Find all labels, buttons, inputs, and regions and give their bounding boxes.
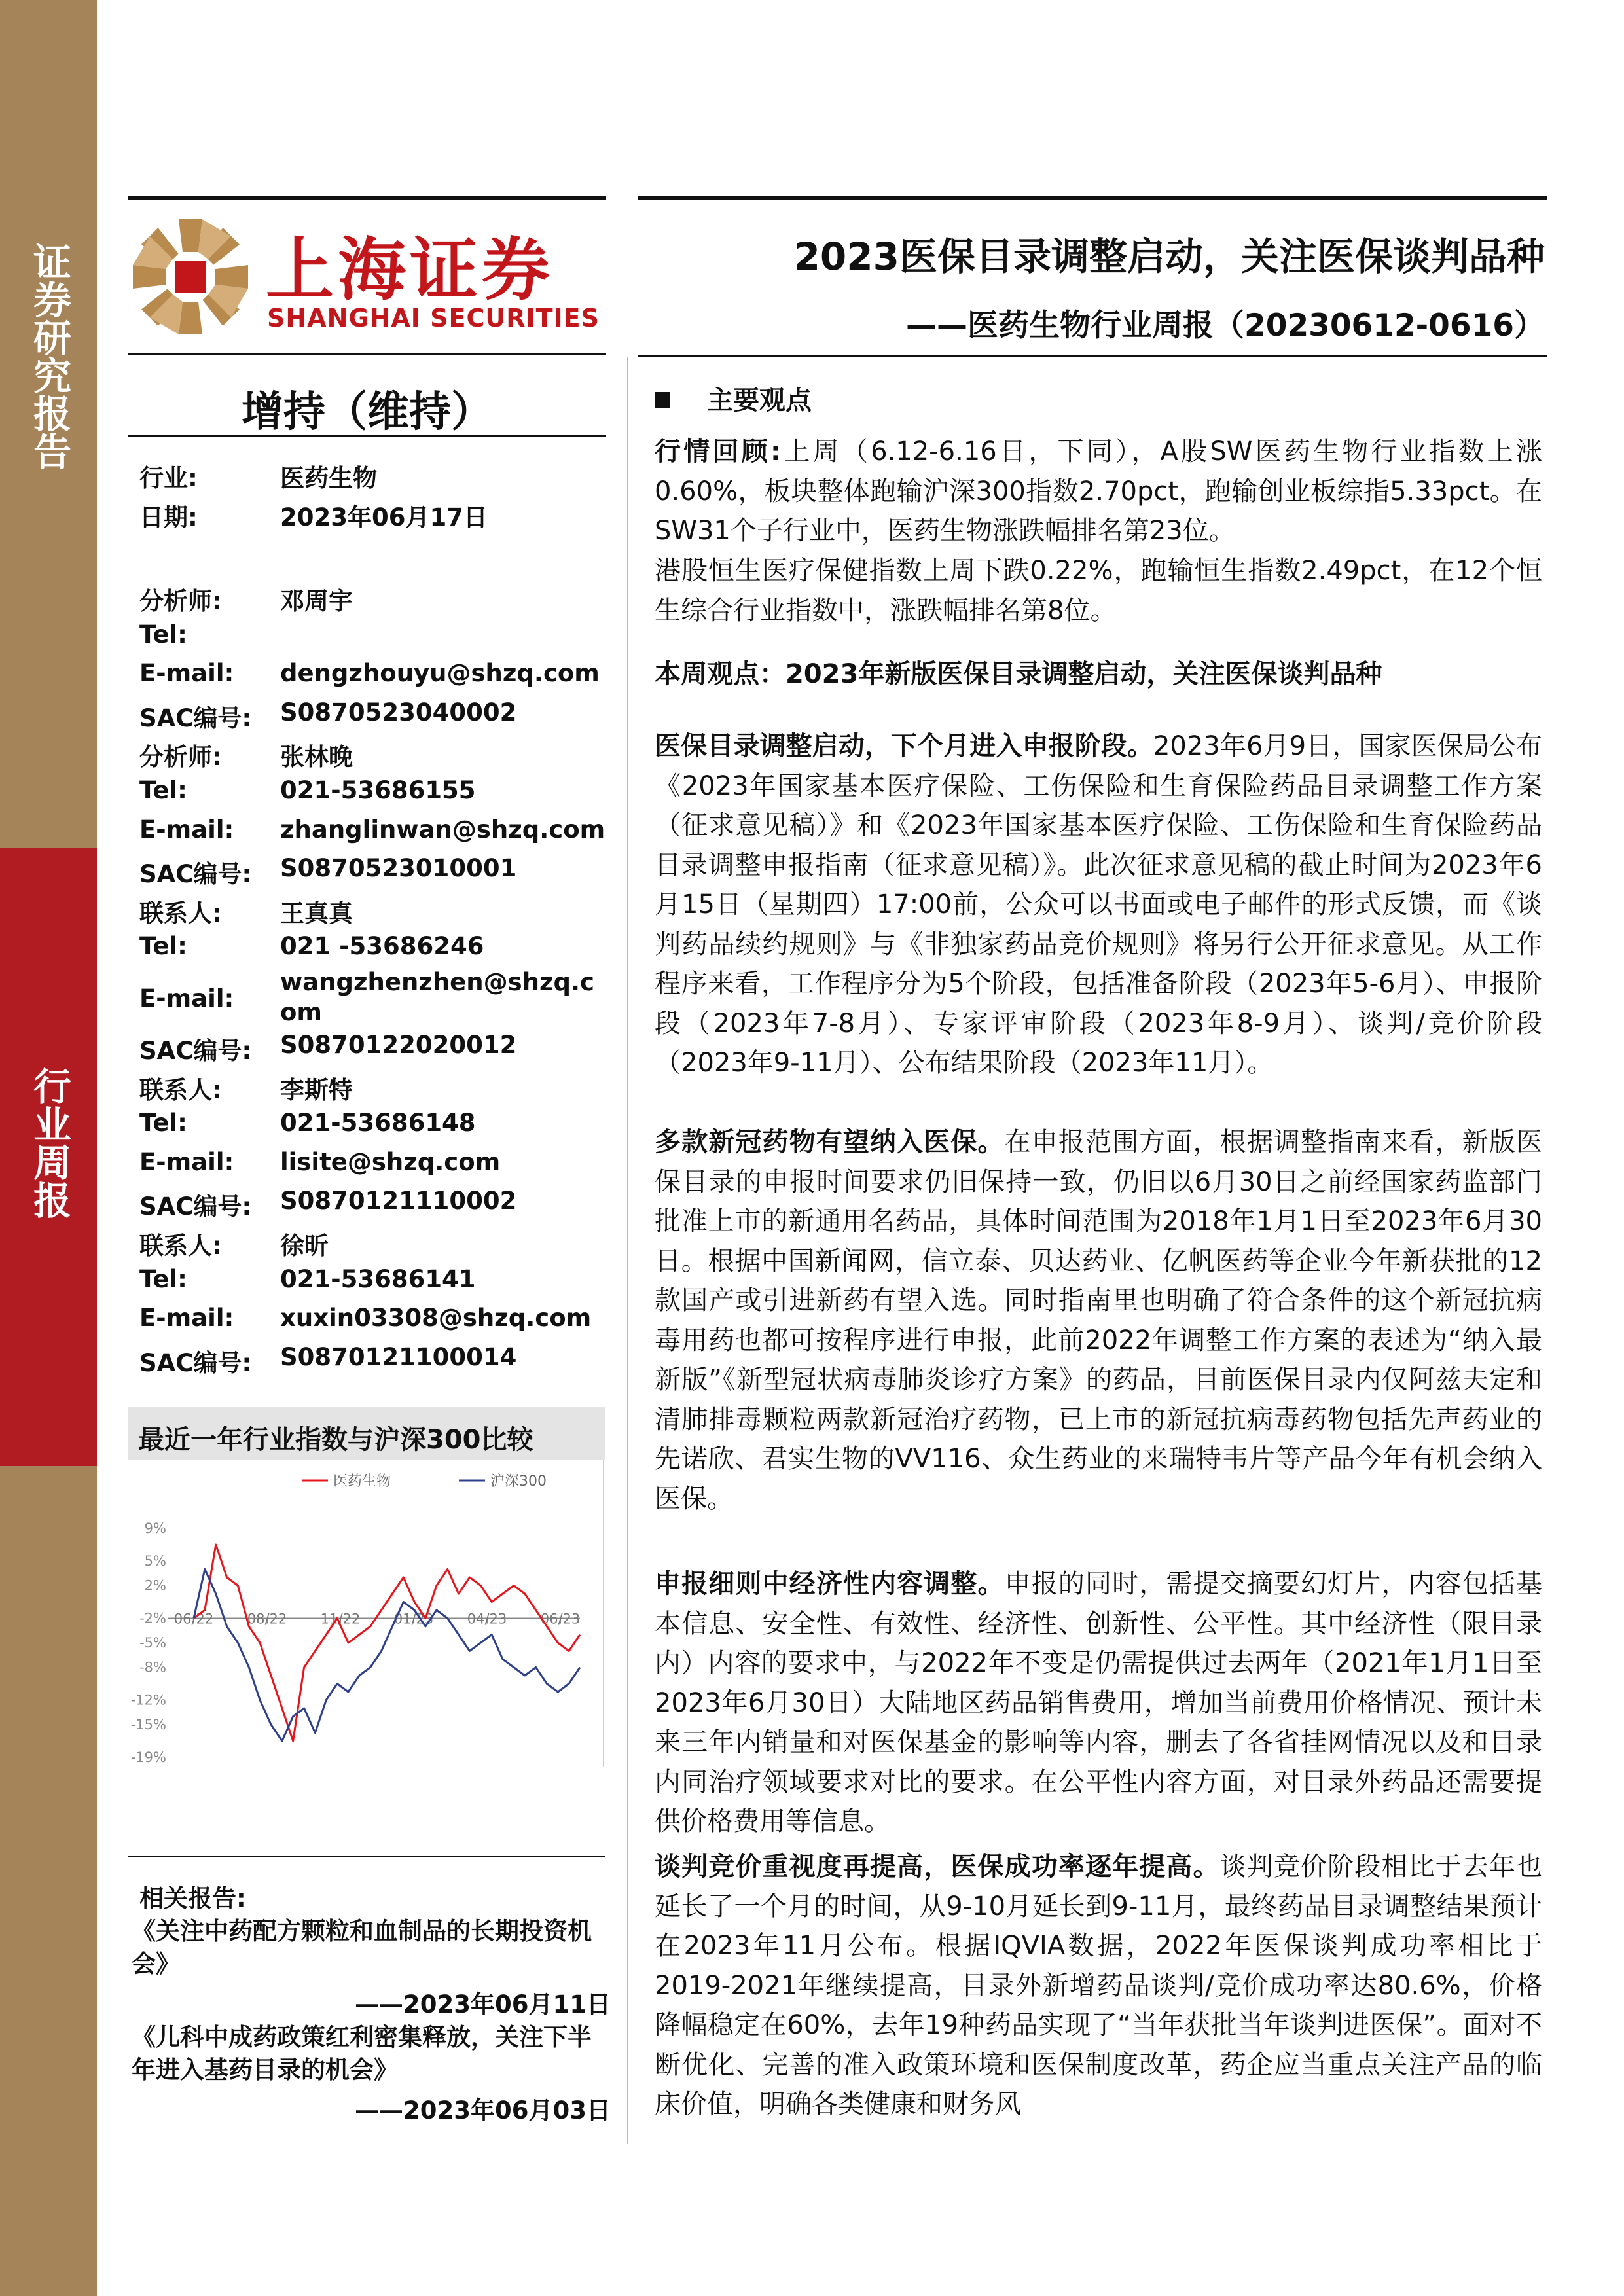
para-lead: 医保目录调整启动，下个月进入申报阶段。	[655, 731, 1153, 761]
para-catalog-adjustment	[655, 726, 1542, 1083]
contact-row	[139, 1260, 611, 1299]
contact-row	[139, 1143, 611, 1182]
meta-date-label: 日期:	[139, 503, 198, 531]
para-weekly-view	[655, 655, 1542, 694]
contact-row	[139, 732, 611, 771]
contact-label: SAC编号:	[139, 1193, 252, 1221]
contact-email[interactable]: dengzhouyu@shzq.com	[280, 659, 600, 688]
related-header: 相关报告:	[139, 1884, 246, 1912]
contact-row	[139, 1338, 611, 1377]
left-sidebar	[0, 0, 97, 2296]
para-lead: 行情回顾:	[655, 437, 782, 467]
contact-value: S0870122020012	[280, 1030, 517, 1059]
x-tick-label: 06/22	[173, 1611, 214, 1627]
rating: 增持（维持）	[242, 388, 493, 437]
contact-row	[139, 927, 611, 966]
contact-value: S0870523040002	[280, 698, 517, 726]
y-tick-label: -5%	[139, 1635, 166, 1651]
x-tick-label: 08/22	[247, 1611, 287, 1627]
para-text: 2023年6月9日，国家医保局公布《2023年国家基本医疗保险、工伤保险和生育保险药品目录调整工作方案（征求意见稿）》和《2023年国家基本医疗保险、工伤保险和生育保险药品目录调整申报指南（征求意见稿）》。此次征求意见稿的截止时间为2023年6月15日（星期四）17:00前，公众可以书面或电子邮件的形式反馈，而《谈判药品续约规则》与《非独家药品竞价规则》将另行公开征求意见。从工作程序来看，工作程序分为5个阶段，包括准备阶段（2023年5-6月）、申报阶段（2023年7-8月）、专家评审阶段（2023年8-9月）、谈判/竞价阶段（2023年9-11月）、公布结果阶段（2023年11月）。	[655, 731, 1543, 1078]
related-report-link[interactable]: 《儿科中成药政策红利密集释放，关注下半年进入基药目录的机会》	[132, 2023, 592, 2084]
contact-value: 021-53686155	[280, 776, 476, 804]
para-covid-drugs	[655, 1122, 1542, 1518]
contact-label: 分析师:	[139, 587, 222, 615]
contact-label: SAC编号:	[139, 1036, 252, 1065]
contact-value: 021-53686148	[280, 1109, 476, 1138]
x-tick-label: 11/22	[320, 1611, 361, 1627]
contact-row	[139, 1299, 611, 1338]
legend-label: 沪深300	[490, 1473, 547, 1490]
contact-value: 王真真	[280, 899, 353, 927]
contact-row	[139, 1065, 611, 1104]
top-rule-right	[638, 196, 1547, 200]
index-comparison-chart	[128, 1407, 605, 1839]
contact-value: 021 -53686246	[280, 932, 484, 961]
related-report-link[interactable]: 《关注中药配方颗粒和血制品的长期投资机会》	[132, 1917, 592, 1978]
title-bottom-rule	[638, 355, 1547, 357]
contact-label: 联系人:	[139, 1075, 222, 1104]
contact-row	[139, 849, 611, 888]
brand-name-cn: 上海证券	[266, 230, 554, 310]
contact-row	[139, 966, 611, 1026]
contact-label: E-mail:	[139, 659, 234, 688]
square-bullet-icon	[655, 392, 670, 408]
legend-label: 医药生物	[333, 1473, 391, 1490]
y-tick-label: -19%	[130, 1749, 166, 1765]
contact-row	[139, 888, 611, 927]
contact-label: Tel:	[139, 776, 187, 804]
contact-label: E-mail:	[139, 984, 234, 1013]
para-text: 港股恒生医疗保健指数上周下跌0.22%，跑输恒生指数2.49pct，在12个恒生综合行业指数中，涨跌幅排名第8位。	[655, 556, 1542, 626]
y-tick-label: -2%	[139, 1610, 166, 1626]
para-lead: 本周观点：2023年新版医保目录调整启动，关注医保谈判品种	[655, 659, 1382, 689]
contact-label: SAC编号:	[139, 704, 252, 732]
contact-value: 邓周宇	[280, 587, 353, 615]
contact-value: S0870523010001	[280, 854, 517, 883]
para-lead: 申报细则中经济性内容调整。	[655, 1569, 1005, 1599]
contact-label: 联系人:	[139, 1231, 222, 1260]
analyst-contacts	[139, 576, 611, 1376]
main-header	[655, 380, 812, 417]
logo-bottom-rule	[128, 353, 606, 355]
x-tick-label: 01/23	[393, 1611, 434, 1627]
contact-label: SAC编号:	[139, 1348, 252, 1377]
para-market-review	[655, 432, 1542, 551]
contact-row	[139, 576, 611, 615]
brand-emblem-icon	[128, 215, 253, 339]
x-tick-label: 06/23	[540, 1611, 581, 1627]
series-line	[194, 1570, 580, 1742]
contact-label: E-mail:	[139, 1304, 234, 1333]
contact-row	[139, 654, 611, 693]
chart-legend	[302, 1473, 547, 1490]
contact-value: 李斯特	[280, 1075, 353, 1104]
contact-value: 徐昕	[280, 1231, 329, 1260]
contact-label: Tel:	[139, 1265, 187, 1293]
contact-label: Tel:	[139, 620, 187, 649]
sidebar-label-report-type: 证券研究报告	[27, 242, 71, 470]
contact-value: 021-53686141	[280, 1265, 476, 1293]
chart-plot	[128, 1460, 605, 1839]
contact-row	[139, 1103, 611, 1143]
column-divider	[627, 357, 628, 2144]
chart-y-ticks	[131, 1520, 166, 1765]
brand-logo	[128, 215, 606, 346]
chart-series	[194, 1545, 580, 1741]
contact-email[interactable]: zhanglinwan@shzq.com	[280, 815, 605, 844]
related-report-date: ——2023年06月11日	[355, 1990, 611, 2018]
para-text: 在申报范围方面，根据调整指南来看，新版医保目录的申报时间要求仍旧保持一致，仍旧以6月30日之前经国家药监部门批准上市的新通用名药品，具体时间范围为2018年1月1日至2023年6月30日。根据中国新闻网，信立泰、贝达药业、亿帆医药等企业今年新获批的12款国产或引进新药有望入选。同时指南里也明确了符合条件的这个新冠抗病毒用药也都可按程序进行申报，此前2022年调整工作方案的表述为“纳入最新版”《新型冠状病毒肺炎诊疗方案》的药品，目前医保目录内仅阿兹夫定和清肺排毒颗粒两款新冠治疗药物，已上市的新冠抗病毒药物包括先声药业的先诺欣、君实生物的VV116、众生药业的来瑞特韦片等产品今年有机会纳入医保。	[655, 1127, 1542, 1514]
brand-name-en: SHANGHAI SECURITIES	[267, 304, 600, 332]
contact-email[interactable]: xuxin03308@shzq.com	[280, 1304, 592, 1333]
y-tick-label: -12%	[130, 1692, 166, 1708]
contact-row	[139, 693, 611, 732]
para-lead: 谈判竞价重视度再提高，医保成功率逐年提高。	[655, 1852, 1220, 1882]
contact-row	[139, 771, 611, 810]
y-tick-label: 9%	[144, 1520, 166, 1536]
contact-label: 分析师:	[139, 743, 222, 772]
para-hk-market	[655, 551, 1542, 630]
contact-label: Tel:	[139, 1109, 187, 1138]
y-tick-label: -15%	[130, 1717, 166, 1732]
contact-label: SAC编号:	[139, 860, 252, 889]
x-tick-label: 04/23	[467, 1611, 507, 1627]
meta-date-value: 2023年06月17日	[280, 503, 488, 531]
related-report-date: ——2023年06月03日	[355, 2096, 611, 2125]
para-negotiation	[655, 1847, 1542, 2125]
contact-value: S0870121110002	[280, 1187, 517, 1215]
para-lead: 多款新冠药物有望纳入医保。	[655, 1127, 1005, 1157]
contact-row	[139, 1221, 611, 1260]
para-text: 谈判竞价阶段相比于去年也延长了一个月的时间，从9-10月延长到9-11月，最终药品目录调整结果预计在2023年11月公布。根据IQVIA数据，2022年医保谈判成功率相比于2019-2021年继续提高，目录外新增药品谈判/竞价成功率达80.6%，价格降幅稳定在60%，去年19种药品实现了“当年获批当年谈判进医保”。面对不断优化、完善的准入政策环境和医保制度改革，药企应当重点关注产品的临床价值，明确各类健康和财务风	[655, 1852, 1542, 2119]
sidebar-label-weekly: 行业周报	[27, 1067, 71, 1219]
contact-row	[139, 1181, 611, 1221]
report-subtitle: ——医药生物行业周报（20230612-0616）	[906, 308, 1545, 344]
para-economics	[655, 1564, 1542, 1842]
series-line	[194, 1545, 580, 1741]
contact-row	[139, 615, 611, 655]
contact-label: E-mail:	[139, 1147, 234, 1176]
para-text: 申报的同时，需提交摘要幻灯片，内容包括基本信息、安全性、有效性、经济性、创新性、公平性。其中经济性（限目录内）内容的要求中，与2022年不变是仍需提供过去两年（2021年1月1日至2023年6月30日）大陆地区药品销售费用，增加当前费用价格情况、预计未来三年内销量和对医保基金的影响等内容，删去了各省挂网情况以及和目录内同治疗领域要求对比的要求。在公平性内容方面，对目录外药品还需要提供价格费用等信息。	[655, 1569, 1542, 1837]
report-title: 2023医保目录调整启动，关注医保谈判品种	[793, 234, 1545, 279]
contact-value: S0870121100014	[280, 1342, 517, 1371]
contact-email[interactable]: lisite@shzq.com	[280, 1147, 501, 1176]
contact-row	[139, 810, 611, 850]
chart-header	[128, 1407, 605, 1460]
para-text: 上周（6.12-6.16日，下同），A股SW医药生物行业指数上涨0.60%，板块整体跑输沪深300指数2.70pct，跑输创业板综指5.33pct。在SW31个子行业中，医药生物涨跌幅排名第23位。	[655, 437, 1542, 546]
y-tick-label: -8%	[139, 1659, 166, 1676]
y-tick-label: 2%	[144, 1577, 166, 1594]
contact-email[interactable]: wangzhenzhen@shzq.com	[280, 967, 594, 1026]
meta-industry-value: 医药生物	[280, 464, 377, 492]
meta-industry-label: 行业:	[139, 464, 198, 492]
contact-row	[139, 1026, 611, 1065]
contact-label: Tel:	[139, 932, 187, 961]
contact-label: 联系人:	[139, 899, 222, 927]
y-tick-label: 5%	[144, 1553, 166, 1569]
chart-bottom-rule	[128, 1856, 605, 1857]
chart-title: 最近一年行业指数与沪深300比较	[138, 1425, 533, 1455]
contact-value: 张林晚	[280, 743, 353, 772]
contact-label: E-mail:	[139, 815, 234, 844]
top-rule-left	[128, 196, 606, 200]
main-header-text: 主要观点	[707, 386, 812, 416]
